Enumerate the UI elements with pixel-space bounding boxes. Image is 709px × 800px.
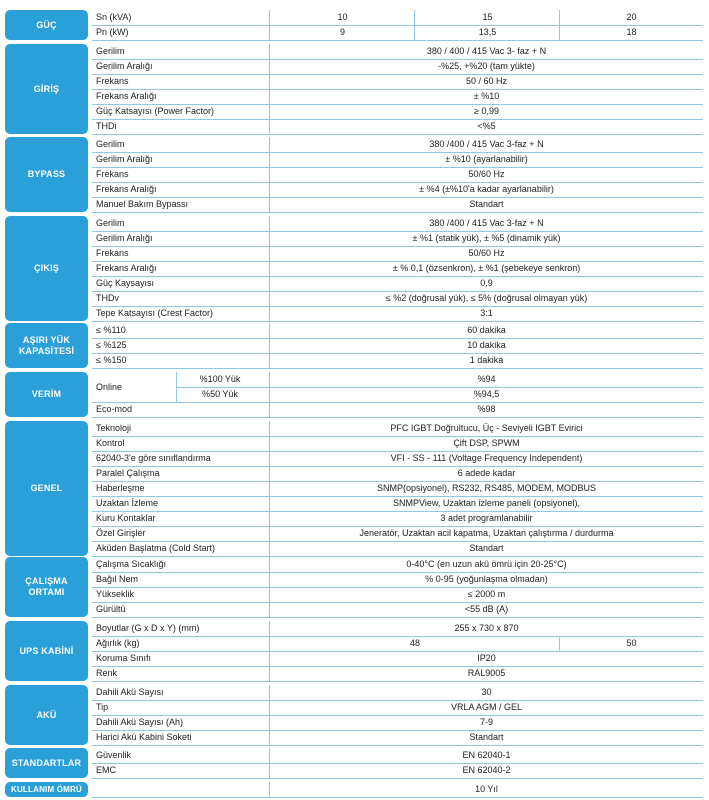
online-group	[92, 372, 176, 403]
spec-label: Pn (kW)	[96, 27, 129, 37]
spec-label: Tepe Katsayısı (Crest Factor)	[96, 308, 214, 318]
spec-label: Paralel Çalışma	[96, 468, 160, 478]
spec-label: Dahili Akü Sayısı (Ah)	[96, 717, 184, 727]
section-title: BYPASS	[27, 169, 66, 179]
spec-value: 380 /400 / 415 Vac 3-faz + N	[269, 216, 703, 231]
section-asiri	[5, 323, 703, 368]
spec-label: Güç Kaysayısı	[96, 278, 155, 288]
spec-value: IP20	[269, 651, 703, 666]
section-label-cikis	[5, 216, 88, 321]
section-title: ÇALIŞMA ORTAMI	[25, 576, 68, 597]
spec-label: Manuel Bakım Bypassı	[96, 199, 189, 209]
spec-value: 10 dakika	[269, 338, 703, 353]
spec-row	[92, 261, 703, 277]
section-rows	[92, 137, 703, 212]
section-omur	[5, 782, 703, 797]
spec-value: 255 x 730 x 870	[269, 621, 703, 636]
spec-value: 50/60 Hz	[269, 246, 703, 261]
spec-value: ± % 0,1 (özsenkron), ± %1 (şebekeye senkron)	[269, 261, 703, 276]
spec-row	[92, 526, 703, 542]
spec-row	[92, 182, 703, 198]
spec-row	[92, 291, 703, 307]
spec-label: Haberleşme	[96, 483, 145, 493]
section-label-bypass	[5, 137, 88, 212]
spec-value: 50/60 Hz	[269, 167, 703, 182]
section-title: GİRİŞ	[33, 83, 60, 94]
spec-row	[92, 636, 703, 652]
section-genel	[5, 421, 703, 556]
spec-row	[92, 197, 703, 213]
section-label-omur	[5, 782, 88, 797]
section-label-aku	[5, 685, 88, 745]
spec-value: Çift DSP, SPWM	[269, 436, 703, 451]
section-title: GÜÇ	[36, 19, 57, 30]
section-title: AŞIRI YÜK KAPASİTESİ	[18, 334, 75, 356]
spec-label: Güç Katsayısı (Power Factor)	[96, 106, 215, 116]
spec-label: Gürültü	[96, 604, 126, 614]
section-rows	[92, 421, 703, 556]
spec-row	[92, 666, 703, 682]
spec-value: VRLA AGM / GEL	[269, 700, 703, 715]
spec-row	[92, 748, 703, 764]
spec-label: Gerilim Aralığı	[96, 61, 153, 71]
spec-value: % 0-95 (yoğunlaşma olmadan)	[269, 572, 703, 587]
spec-label: ≤ %125	[96, 340, 127, 350]
spec-value: Standart	[269, 541, 703, 556]
spec-value: ± %4 (±%10'a kadar ayarlanabilir)	[269, 182, 703, 197]
spec-label: 62040-3'e göre sınıflandırma	[96, 453, 211, 463]
section-rows	[92, 685, 703, 745]
spec-value: %94	[269, 372, 703, 387]
spec-value: 15	[414, 10, 560, 25]
spec-label: Güvenlik	[96, 750, 132, 760]
spec-label: Online	[96, 382, 123, 392]
spec-value: 50	[559, 636, 703, 651]
section-giris	[5, 44, 703, 134]
spec-row	[92, 338, 703, 354]
spec-value: EN 62040-1	[269, 748, 703, 763]
section-calisma	[5, 557, 703, 617]
spec-value: PFC IGBT Doğrultucu, Üç - Seviyeli IGBT Evirici	[269, 421, 703, 436]
spec-label: Kuru Kontaklar	[96, 513, 156, 523]
spec-row	[92, 466, 703, 482]
section-rows	[92, 621, 703, 681]
section-title: GENEL	[30, 483, 63, 493]
section-cikis	[5, 216, 703, 321]
spec-row	[92, 451, 703, 467]
spec-row	[92, 481, 703, 497]
spec-row	[92, 119, 703, 135]
section-ups	[5, 621, 703, 681]
spec-value: 1 dakika	[269, 353, 703, 368]
spec-row	[92, 421, 703, 437]
spec-value: 13,5	[414, 25, 560, 40]
spec-label: Renk	[96, 668, 118, 678]
spec-value: 18	[559, 25, 703, 40]
spec-label: Gerilim	[96, 218, 125, 228]
spec-row	[92, 541, 703, 557]
spec-row	[92, 572, 703, 588]
spec-label: Tip	[96, 702, 109, 712]
spec-value: Standart	[269, 730, 703, 745]
spec-value: 10 Yıl	[269, 782, 703, 797]
spec-sublabel: %50 Yük	[176, 387, 263, 402]
section-label-asiri	[5, 323, 88, 368]
spec-value: EN 62040-2	[269, 763, 703, 778]
section-rows	[92, 782, 703, 797]
spec-row	[92, 651, 703, 667]
spec-value: 7-9	[269, 715, 703, 730]
spec-row	[92, 231, 703, 247]
spec-label: Frekans Aralığı	[96, 91, 157, 101]
section-rows	[92, 10, 703, 40]
spec-label: Frekans	[96, 248, 129, 258]
spec-value: SNMPView, Uzaktan izleme paneli (opsiyonel),	[269, 496, 703, 511]
spec-row	[92, 152, 703, 168]
spec-value: VFI - SS - 111 (Voltage Frequency Independent)	[269, 451, 703, 466]
spec-row	[92, 306, 703, 322]
section-rows	[92, 323, 703, 368]
spec-value: 3:1	[269, 306, 703, 321]
section-label-calisma	[5, 557, 88, 617]
spec-value: 9	[269, 25, 415, 40]
section-label-verim	[5, 372, 88, 417]
spec-row	[176, 387, 703, 403]
spec-row	[92, 436, 703, 452]
spec-label: Teknoloji	[96, 423, 132, 433]
spec-row	[92, 323, 703, 339]
spec-label: EMC	[96, 765, 116, 775]
section-title: AKÜ	[36, 709, 57, 720]
section-label-giris	[5, 44, 88, 134]
spec-row	[92, 715, 703, 731]
section-rows	[92, 44, 703, 134]
spec-row	[92, 10, 703, 26]
section-title: ÇIKIŞ	[33, 263, 59, 273]
spec-value: ± %10	[269, 89, 703, 104]
spec-value: 10	[269, 10, 415, 25]
spec-label: Boyutlar (G x D x Y) (mm)	[96, 623, 200, 633]
section-label-guc	[5, 10, 88, 40]
spec-row	[92, 44, 703, 60]
spec-value: ≤ %2 (doğrusal yük), ≤ 5% (doğrusal olmayan yük)	[269, 291, 703, 306]
spec-row	[92, 763, 703, 779]
spec-sublabel: %100 Yük	[176, 372, 263, 387]
spec-row	[92, 700, 703, 716]
spec-row	[92, 621, 703, 637]
spec-row	[92, 557, 703, 573]
spec-row	[92, 216, 703, 232]
spec-row	[92, 246, 703, 262]
spec-label: Gerilim	[96, 139, 125, 149]
spec-value: SNMP(opsiyonel), RS232, RS485, MODEM, MODBUS	[269, 481, 703, 496]
spec-row	[92, 402, 703, 418]
section-rows	[92, 748, 703, 778]
spec-row	[92, 782, 703, 798]
spec-value: 380 /400 / 415 Vac 3-faz + N	[269, 137, 703, 152]
spec-row	[92, 685, 703, 701]
spec-label: Sn (kVA)	[96, 12, 132, 22]
spec-row	[92, 137, 703, 153]
spec-label: Harici Akü Kabini Soketi	[96, 732, 192, 742]
spec-label: Aküden Başlatma (Cold Start)	[96, 543, 216, 553]
spec-row	[92, 74, 703, 90]
section-rows	[92, 557, 703, 617]
spec-label: Gerilim	[96, 46, 125, 56]
spec-label: ≤ %150	[96, 355, 127, 365]
spec-value: Standart	[269, 197, 703, 212]
spec-label: Bağıl Nem	[96, 574, 139, 584]
spec-label: Eco-mod	[96, 404, 133, 414]
section-guc	[5, 10, 703, 40]
spec-row	[92, 730, 703, 746]
spec-label: Frekans Aralığı	[96, 263, 157, 273]
spec-row	[92, 511, 703, 527]
spec-value: <%5	[269, 119, 703, 134]
spec-row	[92, 276, 703, 292]
spec-row	[92, 602, 703, 618]
spec-value: %98	[269, 402, 703, 417]
spec-value: 20	[559, 10, 703, 25]
spec-value: ≤ 2000 m	[269, 587, 703, 602]
spec-value: %94,5	[269, 387, 703, 402]
section-verim	[5, 372, 703, 417]
spec-label: Ağırlık (kg)	[96, 638, 140, 648]
spec-value: 0-40°C (en uzun akü ömrü için 20-25°C)	[269, 557, 703, 572]
spec-value: 380 / 400 / 415 Vac 3- faz + N	[269, 44, 703, 59]
spec-label: THDv	[96, 293, 119, 303]
section-standartlar	[5, 748, 703, 778]
spec-row	[92, 587, 703, 603]
spec-value: 30	[269, 685, 703, 700]
spec-value: ± %1 (statik yük), ± %5 (dinamik yük)	[269, 231, 703, 246]
spec-row	[92, 496, 703, 512]
spec-label: THDi	[96, 121, 117, 131]
spec-label: Frekans	[96, 76, 129, 86]
spec-label: Dahili Akü Sayısı	[96, 687, 164, 697]
section-aku	[5, 685, 703, 745]
spec-row	[92, 25, 703, 41]
spec-label: Yükseklik	[96, 589, 135, 599]
spec-label: ≤ %110	[96, 325, 126, 335]
spec-label: Frekans	[96, 169, 129, 179]
spec-label: Frekans Aralığı	[96, 184, 157, 194]
spec-row	[92, 59, 703, 75]
spec-value: 6 adede kadar	[269, 466, 703, 481]
section-rows	[92, 372, 703, 417]
section-rows	[92, 216, 703, 321]
section-title: STANDARTLAR	[11, 757, 82, 768]
section-label-genel	[5, 421, 88, 556]
spec-row	[176, 372, 703, 388]
spec-row	[92, 104, 703, 120]
spec-value: ± %10 (ayarlanabilir)	[269, 152, 703, 167]
spec-label: Uzaktan İzleme	[96, 498, 159, 508]
spec-label: Çalışma Sıcaklığı	[96, 559, 167, 569]
spec-label: Özel Girişler	[96, 528, 146, 538]
spec-label: Kontrol	[96, 438, 125, 448]
spec-value: 60 dakika	[269, 323, 703, 338]
spec-value: 50 / 60 Hz	[269, 74, 703, 89]
spec-row	[92, 89, 703, 105]
spec-value: 3 adet programlanabilir	[269, 511, 703, 526]
spec-value: -%25, +%20 (tam yükte)	[269, 59, 703, 74]
section-bypass	[5, 137, 703, 212]
section-title: UPS KABİNİ	[19, 645, 74, 656]
section-label-standartlar	[5, 748, 88, 778]
spec-label: Koruma Sınıfı	[96, 653, 152, 663]
section-title: VERİM	[31, 389, 62, 399]
spec-row	[92, 167, 703, 183]
spec-value: 48	[269, 636, 560, 651]
section-label-ups	[5, 621, 88, 681]
spec-label: Gerilim Aralığı	[96, 233, 153, 243]
spec-value: RAL9005	[269, 666, 703, 681]
spec-row	[92, 353, 703, 369]
spec-value: 0,9	[269, 276, 703, 291]
spec-label: Gerilim Aralığı	[96, 154, 153, 164]
section-title: KULLANIM ÖMRÜ	[10, 785, 83, 794]
spec-value: ≥ 0,99	[269, 104, 703, 119]
spec-value: Jeneratör, Uzaktan acil kapatma, Uzaktan çalıştırma / durdurma	[269, 526, 703, 541]
spec-value: <55 dB (A)	[269, 602, 703, 617]
